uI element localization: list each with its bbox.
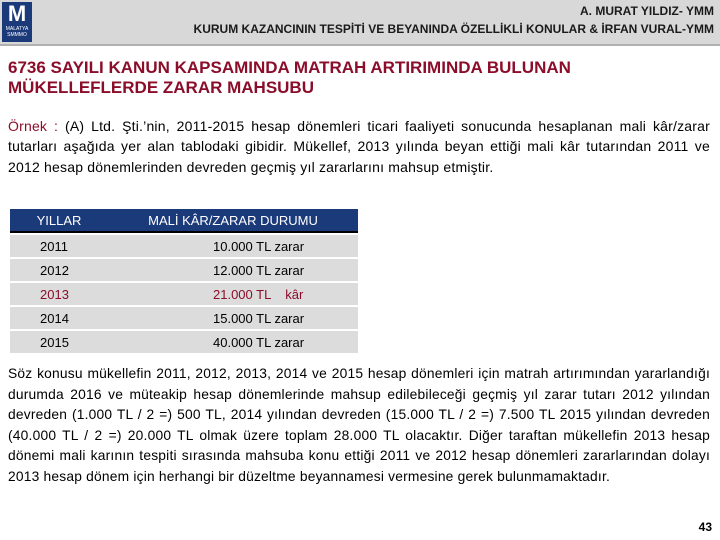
header-subject: KURUM KAZANCININ TESPİTİ VE BEYANINDA ÖZELLİKLİ KONULAR & İRFAN VURAL-YMM <box>193 22 714 36</box>
table-cell-year: 2014 <box>10 307 108 329</box>
column-header-status: MALİ KÂR/ZARAR DURUMU <box>108 209 358 233</box>
logo-letter: M <box>7 1 27 26</box>
table-row <box>10 259 358 281</box>
intro-paragraph <box>8 116 710 177</box>
intro-text: (A) Ltd. Şti.’nin, 2011-2015 hesap dönemleri ticari faaliyeti sonucunda hesaplanan mali kâr/zarar tutarları aşağıda yer alan tablodaki gibidir. Mükellef, 2013 yılında beyan ettiği mali kâr tutarından 2011 ve 2012 hesap dönemlerinden devreden geçmiş yıl zararlarını mahsup etmiştir. <box>8 118 710 175</box>
explanation-paragraph: Söz konusu mükellefin 2011, 2012, 2013, 2014 ve 2015 hesap dönemleri için matrah artırımından yararlandığı durumda 2016 ve müteakip hesap dönemlerinde mahsup edilebileceği geçmiş yıl zarar tutarı 2012 yılından devreden (1.000 TL / 2 =) 500 TL, 2014 yılından devreden (15.000 TL / 2 =) 7.500 TL 2015 yılından devreden (40.000 TL / 2 =) 20.000 TL olmak üzere toplam 28.000 TL olacaktır. Diğer taraftan mükellefin 2013 hesap dönemi mali karının tespiti sırasında mahsuba konu ettiği 2011 ve 2012 hesap dönemleri zararlarından dolayı 2013 hesap dönem için herhangi bir düzeltme beyannamesi vermesine gerek bulunmamaktadır. <box>8 366 710 484</box>
table-cell-year: 2013 <box>10 283 108 305</box>
page-number: 43 <box>698 520 712 534</box>
table-header-row <box>10 209 358 233</box>
table-row <box>10 283 358 305</box>
table-row <box>10 235 358 257</box>
table-cell-status: 10.000 TL zarar <box>108 235 358 257</box>
table-cell-status: 15.000 TL zarar <box>108 307 358 329</box>
logo-subtitle: MALATYA SMMMO <box>5 26 29 38</box>
slide-title-line-1: 6736 SAYILI KANUN KAPSAMINDA MATRAH ARTIRIMINDA BULUNAN <box>8 58 571 77</box>
profit-loss-table <box>10 207 358 355</box>
table-row <box>10 331 358 353</box>
table-row <box>10 307 358 329</box>
table-cell-year: 2012 <box>10 259 108 281</box>
table-cell-year: 2015 <box>10 331 108 353</box>
table-cell-year: 2011 <box>10 235 108 257</box>
table-cell-status: 12.000 TL zarar <box>108 259 358 281</box>
table-cell-status: 40.000 TL zarar <box>108 331 358 353</box>
logo <box>2 2 32 42</box>
table-cell-status: 21.000 TL kâr <box>108 283 358 305</box>
slide-title-line-2: MÜKELLEFLERDE ZARAR MAHSUBU <box>8 78 314 97</box>
example-label: Örnek : <box>8 118 59 134</box>
column-header-years: YILLAR <box>10 209 108 233</box>
page-header <box>0 0 720 46</box>
header-author: A. MURAT YILDIZ- YMM <box>580 4 714 18</box>
slide-title <box>8 58 712 98</box>
